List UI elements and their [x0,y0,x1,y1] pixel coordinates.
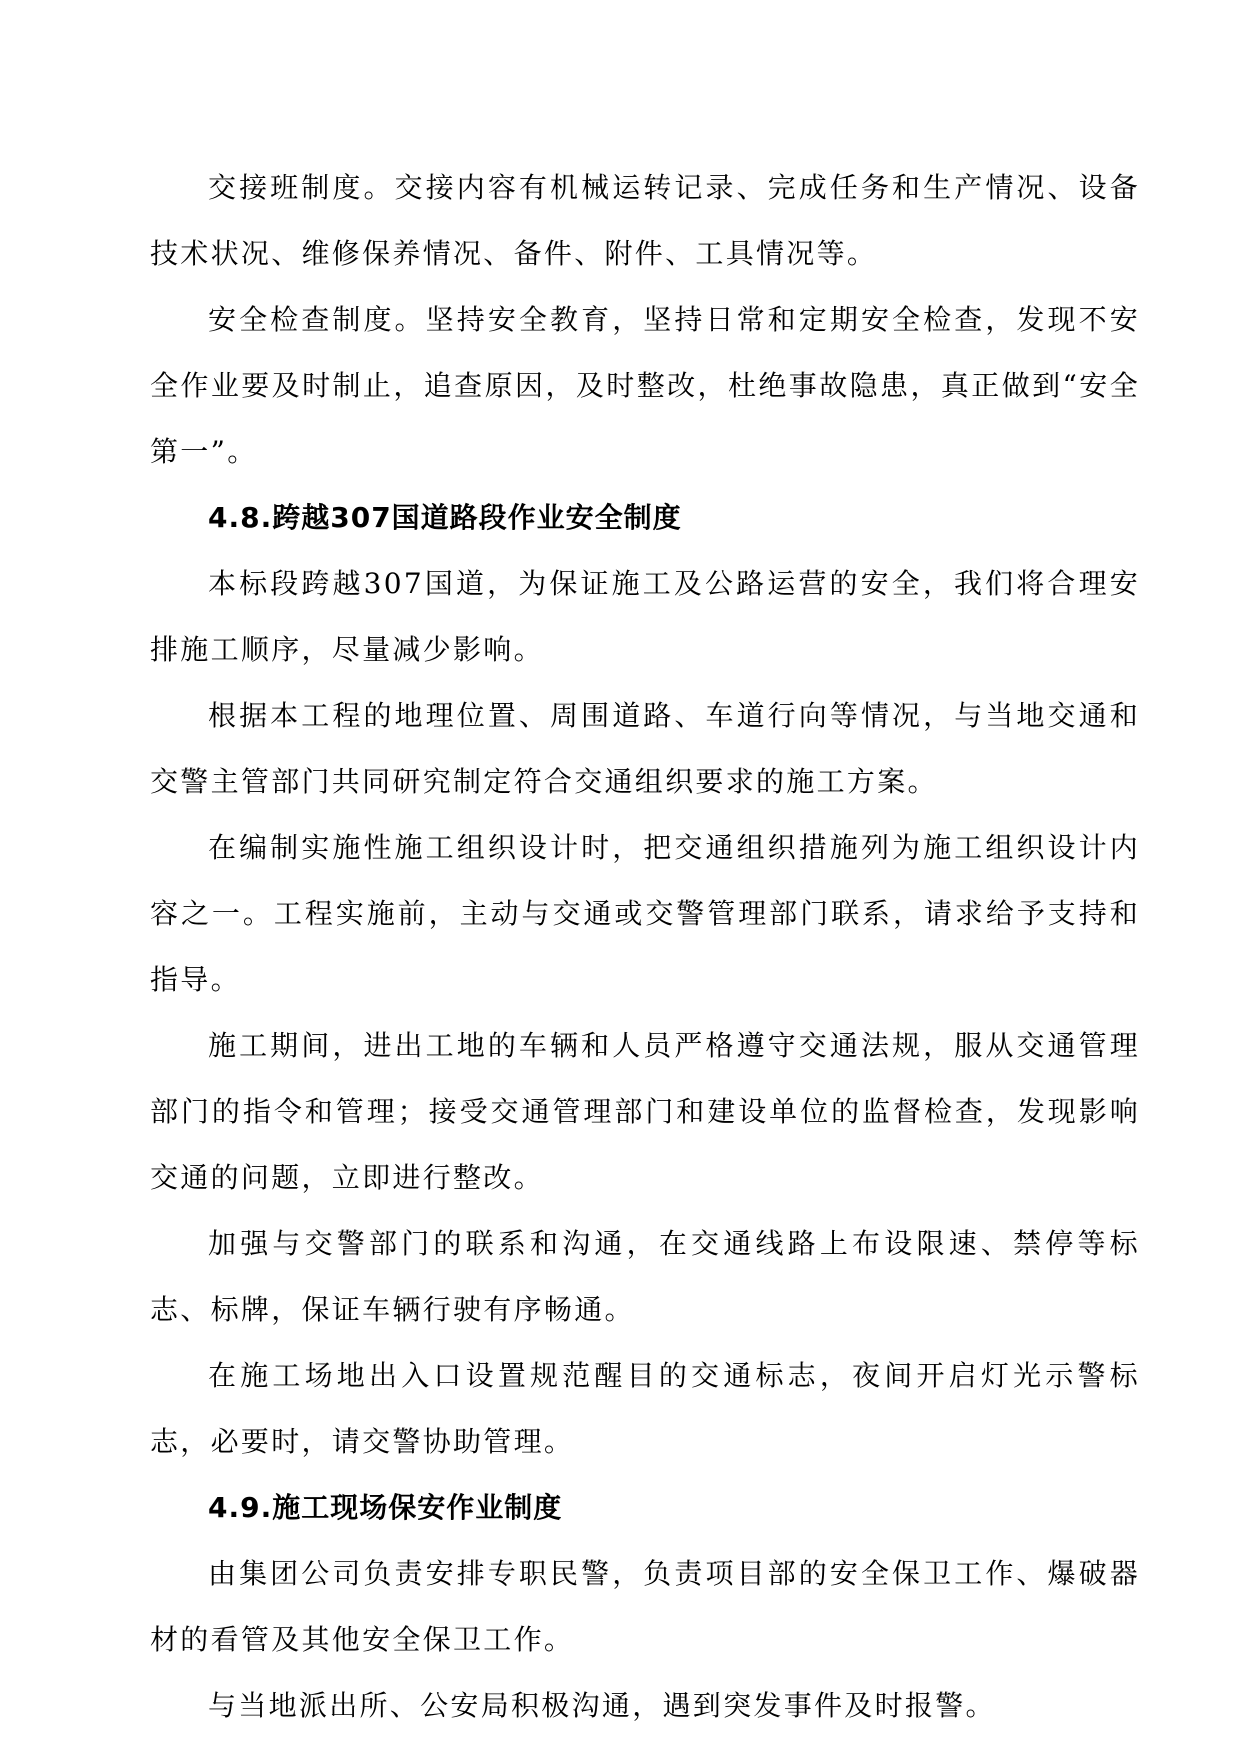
paragraph-site-entrance-signs: 在施工场地出入口设置规范醒目的交通标志，夜间开启灯光示警标志，必要时，请交警协助管理。 [150,1359,1140,1458]
paragraph-crossing-highway: 本标段跨越307国道，为保证施工及公路运营的安全，我们将合理安排施工顺序，尽量减少影响。 [150,567,1140,666]
paragraph-safety-inspection-system: 安全检查制度。坚持安全教育，坚持日常和定期安全检查，发现不安全作业要及时制止，追查原因，及时整改，杜绝事故隐患，真正做到“安全第一”。 [150,303,1140,468]
section-heading-4-8: 4.8.跨越307国道路段作业安全制度 [208,501,682,534]
section-heading-4-9: 4.9.施工现场保安作业制度 [208,1491,563,1524]
paragraph-organization-design: 在编制实施性施工组织设计时，把交通组织措施列为施工组织设计内容之一。工程实施前，主动与交通或交警管理部门联系，请求给予支持和指导。 [150,831,1140,996]
paragraph-traffic-plan: 根据本工程的地理位置、周围道路、车道行向等情况，与当地交通和交警主管部门共同研究制定符合交通组织要求的施工方案。 [150,699,1140,798]
paragraph-security-police: 由集团公司负责安排专职民警，负责项目部的安全保卫工作、爆破器材的看管及其他安全保卫工作。 [150,1557,1140,1656]
document-body [150,155,1140,1739]
paragraph-police-contact: 与当地派出所、公安局积极沟通，遇到突发事件及时报警。 [208,1689,996,1722]
paragraph-handover-system: 交接班制度。交接内容有机械运转记录、完成任务和生产情况、设备技术状况、维修保养情况、备件、附件、工具情况等。 [150,171,1140,270]
paragraph-traffic-rules: 施工期间，进出工地的车辆和人员严格遵守交通法规，服从交通管理部门的指令和管理；接受交通管理部门和建设单位的监督检查，发现影响交通的问题，立即进行整改。 [150,1029,1140,1194]
paragraph-traffic-signs: 加强与交警部门的联系和沟通，在交通线路上布设限速、禁停等标志、标牌，保证车辆行驶有序畅通。 [150,1227,1140,1326]
